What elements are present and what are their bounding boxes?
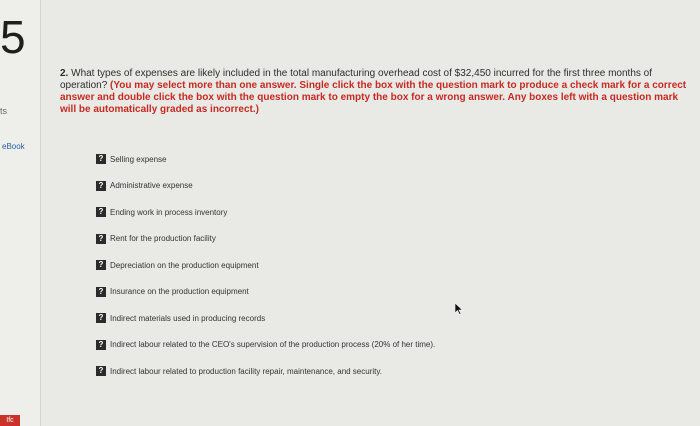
question-part-number: 2. (60, 68, 69, 79)
question-mark-checkbox[interactable]: ? (96, 287, 106, 297)
option-label: Selling expense (110, 154, 167, 164)
question-number: 5 (0, 11, 26, 63)
option-ending-wip-inventory (96, 199, 435, 226)
question-mark-checkbox[interactable]: ? (96, 313, 106, 323)
question-mark-checkbox[interactable]: ? (96, 181, 106, 191)
question-body: What types of expenses are likely included in the total manufacturing overhead cost of $32,450 incurred for the first three months of operation? (60, 68, 653, 91)
question-mark-checkbox[interactable]: ? (96, 260, 106, 270)
question-mark-checkbox[interactable]: ? (96, 154, 106, 164)
bottom-tab[interactable]: Ifc (0, 415, 20, 426)
mouse-cursor-icon (455, 303, 463, 315)
option-administrative-expense (96, 173, 435, 200)
option-label: Rent for the production facility (110, 234, 216, 244)
option-label: Administrative expense (110, 181, 193, 191)
option-label: Depreciation on the production equipment (110, 260, 259, 270)
question-mark-checkbox[interactable]: ? (96, 207, 106, 217)
option-selling-expense (96, 146, 435, 173)
option-rent-production-facility (96, 226, 435, 253)
left-sidebar (0, 0, 41, 426)
option-indirect-labour-ceo (96, 332, 435, 359)
option-label: Indirect labour related to the CEO's supervision of the production process (20% of her time). (110, 340, 436, 350)
answer-options (96, 146, 435, 385)
option-insurance-equipment (96, 279, 435, 306)
question-mark-checkbox[interactable]: ? (96, 366, 106, 376)
option-label: Insurance on the production equipment (110, 287, 249, 297)
option-label: Ending work in process inventory (110, 207, 228, 217)
question-mark-checkbox[interactable]: ? (96, 340, 106, 350)
option-label: Indirect materials used in producing records (110, 313, 266, 323)
option-indirect-materials (96, 305, 435, 332)
question-text (60, 68, 694, 116)
question-instructions: (You may select more than one answer. Single click the box with the question mark to produce a check mark for a correct answer and double click the box with the question mark to empty the box for a wrong answer. Any boxes left with a question mark will be automatically graded as incorrect.) (60, 80, 687, 115)
option-indirect-labour-facility (96, 358, 435, 385)
ebook-link[interactable]: eBook (2, 142, 25, 151)
question-mark-checkbox[interactable]: ? (96, 234, 106, 244)
points-label: ts (0, 106, 8, 116)
option-label: Indirect labour related to production facility repair, maintenance, and security. (110, 366, 382, 376)
option-depreciation-equipment (96, 252, 435, 279)
